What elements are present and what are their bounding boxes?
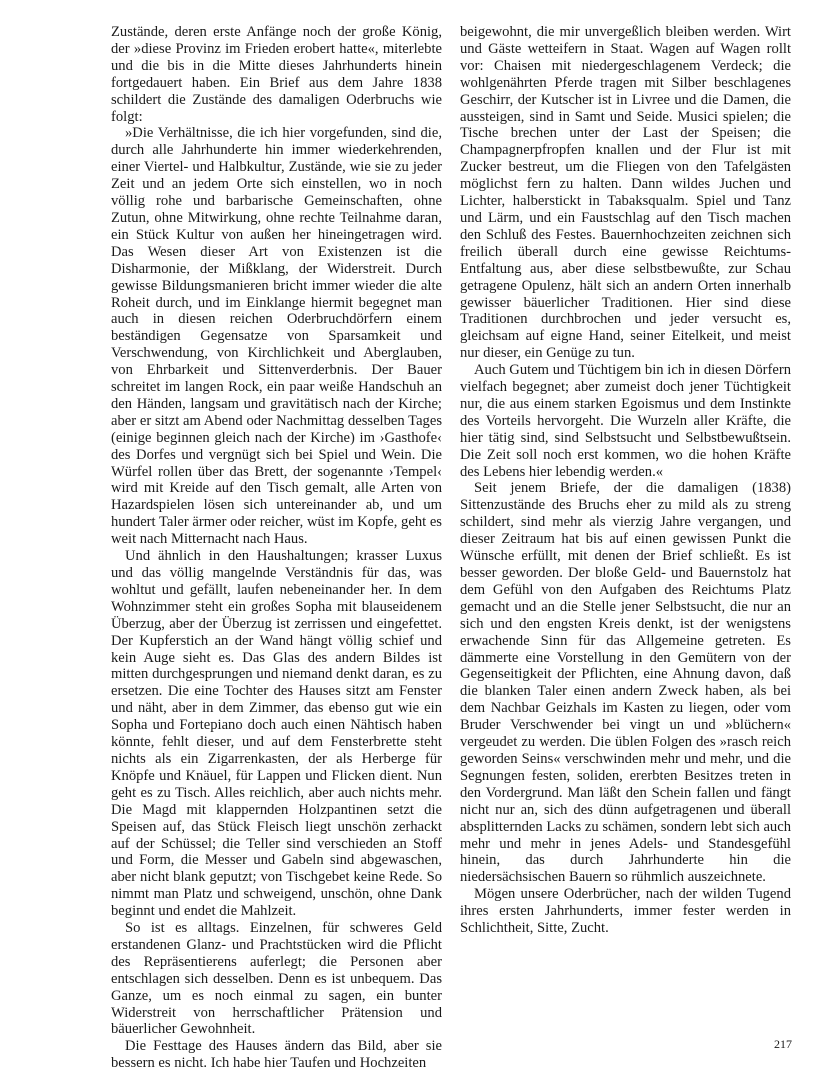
- page-number: 217: [774, 1037, 792, 1051]
- left-text-column: [111, 24, 442, 1072]
- paragraph: Zustände, deren erste Anfänge noch der große König, der »diese Provinz im Frieden erobert hatte«, miterlebte und die bis in die Mitte dieses Jahrhunderts hinein fortgedauert haben. Ein Brief aus dem Jahre 1838 schildert die Zustände des damaligen Oderbruchs wie folgt:: [111, 24, 442, 125]
- paragraph: beigewohnt, die mir unvergeßlich bleiben werden. Wirt und Gäste wetteifern in Staat. Wagen auf Wagen rollt vor: Chaisen mit niedergeschlagenem Verdeck; die wohlgenährten Pferde tragen mit Silber beschlagenes Geschirr, der Kutscher ist in Livree und die Damen, die aussteigen, sind in Samt und Seide. Musici spielen; die Tische brechen unter der Last der Speisen; die Champagnerpfropfen knallen und der Flur ist mit Zucker bestreut, um die Fliegen von den Tafelgästen möglichst fern zu halten. Dann wildes Juchen und Lichter, halberstickt in Tabaksqualm. Spiel und Tanz und Lärm, und ein Faustschlag auf den Tisch machen den Schluß des Festes. Bauernhochzeiten zeichnen sich freilich überall durch eine gewisse Reichtums-Entfaltung aus, aber diese selbstbewußte, zur Schau getragene Opulenz, hält sich an andern Orten innerhalb gewisser bäuerlicher Traditionen. Hier sind diese Traditionen durchbrochen und jeder versucht es, gleichsam auf eigne Hand, seiner Eitelkeit, und meist nur dieser, ein Genüge zu tun.: [460, 24, 791, 362]
- paragraph: Und ähnlich in den Haushaltungen; krasser Luxus und das völlig mangelnde Verständnis für das, was wohltut und gefällt, laufen nebeneinander her. In dem Wohnzimmer steht ein großes Sopha mit blauseidenem Überzug, aber der Überzug ist zerrissen und eingefettet. Der Kupferstich an der Wand hängt völlig schief und kein Auge sieht es. Das Glas des andern Bildes ist mitten durchgesprungen und niemand denkt daran, es zu ersetzen. Die eine Tochter des Hauses sitzt am Fenster und näht, aber in dem Zimmer, das ebenso gut wie ein Sopha und Fortepiano doch auch einen Nähtisch haben könnte, fehlt dieser, und auf dem Fensterbrette steht nichts als ein Zigarrenkasten, der als Herberge für Knöpfe und Knäuel, für Lappen und Flicken dient. Nun geht es zu Tisch. Alles reichlich, aber auch nichts mehr. Die Magd mit klappernden Holzpantinen setzt die Speisen auf, das Stück Fleisch liegt unschön zerhackt auf der Schüssel; die Teller sind verschieden an Stoff und Form, die Messer und Gabeln sind abgewaschen, aber nicht blank geputzt; von Tischgebet keine Rede. So nimmt man Platz und schweigend, unschön, ohne Dank beginnt und endet die Mahlzeit.: [111, 548, 442, 920]
- paragraph: Seit jenem Briefe, der die damaligen (1838) Sittenzustände des Bruchs eher zu mild als zu streng schildert, sind mehr als vierzig Jahre vergangen, und dieser Zeitraum hat bis auf einen gewissen Punkt die Wünsche erfüllt, mit denen der Brief schließt. Es ist besser geworden. Der bloße Geld- und Bauernstolz hat dem Gefühl von den Aufgaben des Reichtums Platz gemacht und an die Stelle jener Selbstsucht, die nur an sich und den engsten Kreis denkt, ist der wenigstens erwachende Sinn für das Allgemeine getreten. Es dämmerte eine Vorstellung in den Gemütern von der Gegenseitigkeit der Pflichten, eine Ahnung davon, daß die blanken Taler einen andern Zweck haben, als bei dem Nachbar Geizhals im Kasten zu liegen, oder vom Bruder Verschwender bei vingt un und »blüchern« vergeudet zu werden. Die üblen Folgen des »rasch reich geworden Seins« verschwinden mehr und mehr, und die Segnungen festen, soliden, ererbten Besitzes treten in den Vordergrund. Man läßt den Schein fallen und fängt nicht nur an, sich des dünn aufgetragenen und überall absplitternden Lacks zu schämen, sondern lebt sich auch mehr und mehr in jenes Adels- und Standesgefühl hinein, das durch Jahrhunderte hin die niedersächsischen Bauern so rühmlich auszeichnete.: [460, 480, 791, 886]
- paragraph: Auch Gutem und Tüchtigem bin ich in diesen Dörfern vielfach begegnet; aber zumeist doch jener Tüchtigkeit nur, die aus einem starken Egoismus und dem Instinkte des Vorteils hervorgeht. Die Wurzeln aller Kräfte, die hier tätig sind, sind Selbstsucht und Selbstbewußtsein. Die Zeit soll noch erst kommen, wo die hohen Kräfte des Lebens hier lebendig werden.«: [460, 362, 791, 480]
- paragraph: Die Festtage des Hauses ändern das Bild, aber sie bessern es nicht. Ich habe hier Taufen und Hochzeiten: [111, 1038, 442, 1072]
- paragraph: So ist es alltags. Einzelnen, für schweres Geld erstandenen Glanz- und Prachtstücken wird die Pflicht des Repräsentierens auferlegt; die Personen aber entschlagen sich desselben. Denn es ist unbequem. Das Ganze, um es noch einmal zu sagen, ein bunter Widerstreit von herrschaftlicher Prätension und bäuerlicher Gewohnheit.: [111, 920, 442, 1038]
- paragraph: »Die Verhältnisse, die ich hier vorgefunden, sind die, durch alle Jahrhunderte hin immer wiederkehrenden, einer Viertel- und Halbkultur, Zustände, wie sie zu jeder Zeit und an jedem Orte sich einstellen, wo in noch völlig rohe und barbarische Gemeinschaften, ohne Zutun, ohne Mitwirkung, ohne rechte Teilnahme daran, ein Stück Kultur von außen her hineingetragen wird. Das Wesen dieser Art von Existenzen ist die Disharmonie, der Mißklang, der Widerstreit. Durch gewisse Bildungsmanieren bricht immer wieder die alte Roheit durch, und im Einklange hiermit begegnet man auch in diesen reichen Oderbruchdörfern einem beständigen Gegensatze von Sparsamkeit und Verschwendung, von Kirchlichkeit und Aberglauben, von Ehrbarkeit und Sittenverderbnis. Der Bauer schreitet im langen Rock, ein paar weiße Handschuh an den Händen, langsam und gravitätisch nach der Kirche; aber er sitzt am Abend oder Nachmittag desselben Tages (einige beginnen gleich nach der Kirche) im ›Gasthofe‹ des Dorfes und vergnügt sich bei Spiel und Wein. Die Würfel rollen über das Brett, der sogenannte ›Tempel‹ wird mit Kreide auf den Tisch gemalt, alle Arten von Hazardspielen lösen sich untereinander ab, und um hundert Taler ärmer oder reicher, wüst im Kopfe, geht es weit nach Mitternacht nach Haus.: [111, 125, 442, 548]
- right-text-column: [460, 24, 791, 937]
- paragraph: Mögen unsere Oderbrücher, nach der wilden Tugend ihres ersten Jahrhunderts, immer fester werden in Schlichtheit, Sitte, Zucht.: [460, 886, 791, 937]
